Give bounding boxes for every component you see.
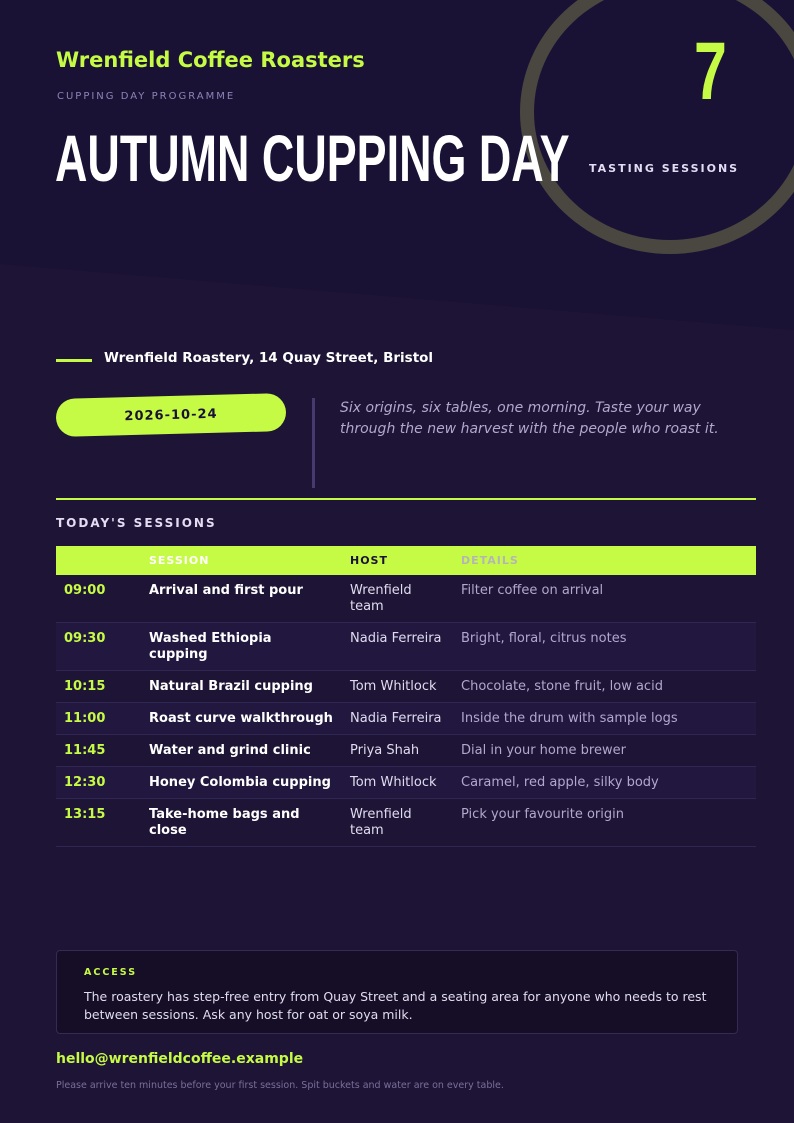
session-name: Roast curve walkthrough [141, 703, 342, 735]
session-host: Priya Shah [342, 735, 453, 767]
access-label: ACCESS [84, 967, 138, 978]
brand-name: Wrenfield Coffee Roasters [56, 48, 365, 72]
session-details: Inside the drum with sample logs [453, 703, 756, 735]
session-host: Nadia Ferreira [342, 703, 453, 735]
header-session: SESSION [141, 546, 342, 575]
session-name: Natural Brazil cupping [141, 671, 342, 703]
table-row [56, 703, 756, 735]
session-name: Honey Colombia cupping [141, 767, 342, 799]
divider-bar [312, 398, 315, 488]
session-details: Dial in your home brewer [453, 735, 756, 767]
session-host: Nadia Ferreira [342, 623, 453, 671]
session-count: 7 [694, 26, 727, 117]
session-time: 10:15 [56, 671, 141, 703]
session-name: Arrival and first pour [141, 575, 342, 623]
session-details: Bright, floral, citrus notes [453, 623, 756, 671]
session-host: Wrenfield team [342, 799, 453, 847]
table-row [56, 575, 756, 623]
session-time: 09:00 [56, 575, 141, 623]
header-time [56, 546, 141, 575]
session-time: 09:30 [56, 623, 141, 671]
session-host: Wrenfield team [342, 575, 453, 623]
date-badge [56, 393, 287, 437]
session-host: Tom Whitlock [342, 767, 453, 799]
header-details: DETAILS [453, 546, 756, 575]
session-name: Take-home bags and close [141, 799, 342, 847]
access-text: The roastery has step-free entry from Quay Street and a seating area for anyone who needs to rest between sessions. Ask any host for oat or soya milk. [84, 989, 707, 1022]
session-time: 11:00 [56, 703, 141, 735]
session-count-label: TASTING SESSIONS [589, 162, 740, 175]
tagline: Six origins, six tables, one morning. Taste your way through the new harvest with the people who roast it. [340, 400, 719, 437]
table-header-row [56, 546, 756, 575]
table-row [56, 767, 756, 799]
session-details: Filter coffee on arrival [453, 575, 756, 623]
session-details: Chocolate, stone fruit, low acid [453, 671, 756, 703]
contact-email[interactable]: hello@wrenfieldcoffee.example [56, 1051, 304, 1067]
venue-accent-line [56, 359, 92, 362]
sessions-table [56, 546, 756, 847]
header-host: HOST [342, 546, 453, 575]
access-box [56, 950, 738, 1034]
venue-address: Wrenfield Roastery, 14 Quay Street, Bristol [104, 350, 434, 366]
session-name: Washed Ethiopia cupping [141, 623, 342, 671]
section-rule [56, 498, 756, 500]
session-name: Water and grind clinic [141, 735, 342, 767]
programme-label: CUPPING DAY PROGRAMME [57, 91, 236, 102]
session-time: 13:15 [56, 799, 141, 847]
session-time: 12:30 [56, 767, 141, 799]
page-title: AUTUMN CUPPING DAY [55, 121, 570, 195]
table-row [56, 735, 756, 767]
table-row [56, 671, 756, 703]
session-host: Tom Whitlock [342, 671, 453, 703]
session-details: Pick your favourite origin [453, 799, 756, 847]
session-time: 11:45 [56, 735, 141, 767]
footnote: Please arrive ten minutes before your first session. Spit buckets and water are on every table. [56, 1080, 504, 1091]
date-text: 2026-10-24 [124, 406, 218, 424]
sessions-heading: TODAY'S SESSIONS [56, 516, 217, 530]
session-details: Caramel, red apple, silky body [453, 767, 756, 799]
table-row [56, 799, 756, 847]
table-row [56, 623, 756, 671]
